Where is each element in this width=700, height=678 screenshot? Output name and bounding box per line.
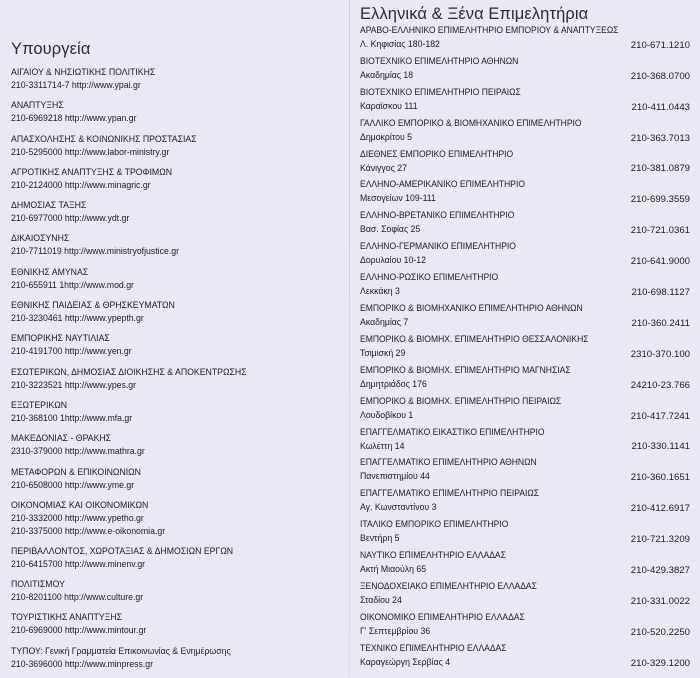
ministry-contact: 210-6969218 http://www.ypan.gr — [11, 112, 137, 124]
ministry-entry — [11, 331, 339, 364]
chamber-entry — [360, 302, 690, 333]
ministry-name: ΕΘΝΙΚΗΣ ΠΑΙΔΕΙΑΣ & ΘΡΗΣΚΕΥΜΑΤΩΝ — [11, 299, 175, 311]
ministry-contact-secondary: 210-3375000 http://www.e-oikonomia.gr — [11, 524, 166, 536]
chamber-entry — [360, 549, 690, 580]
chamber-phone: 210-671.1210 — [630, 39, 690, 51]
ministry-name: ΕΞΩΤΕΡΙΚΩΝ — [11, 398, 68, 410]
chambers-heading: Ελληνικά & Ξένα Επιμελητήρια — [360, 5, 589, 23]
chamber-entry — [360, 117, 690, 148]
chamber-entry — [360, 55, 690, 86]
chamber-address: Δορυλαίου 10-12 — [360, 254, 426, 266]
chamber-entry — [360, 86, 690, 117]
chamber-address: Δημητριάδος 176 — [360, 377, 427, 389]
chamber-name: ΕΠΑΓΓΕΛΜΑΤΙΚΟ ΕΙΚΑΣΤΙΚΟ ΕΠΙΜΕΛΗΤΗΡΙΟ — [360, 426, 545, 437]
ministry-entry — [11, 465, 339, 498]
chamber-address: Γ' Σεπτεμβρίου 36 — [360, 624, 431, 636]
chamber-name: ΑΡΑΒΟ-ΕΛΛΗΝΙΚΟ ΕΠΙΜΕΛΗΤΗΡΙΟ ΕΜΠΟΡΙΟΥ & ΑΝΑΠΤΥΞΕΩΣ — [360, 25, 619, 35]
chamber-address: Βεντήρη 5 — [360, 532, 400, 544]
chamber-entry — [360, 271, 690, 302]
ministry-name: ΑΙΓΑΙΟΥ & ΝΗΣΙΩΤΙΚΗΣ ΠΟΛΙΤΙΚΗΣ — [11, 66, 156, 77]
chamber-entry — [360, 178, 690, 209]
chamber-address: Κάνιγγος 27 — [360, 161, 407, 173]
ministry-contact: 210-8201100 http://www.culture.gr — [11, 591, 144, 603]
ministry-contact: 210-6508000 http://www.yme.gr — [11, 478, 135, 490]
ministry-name: ΔΗΜΟΣΙΑΣ ΤΑΞΗΣ — [11, 199, 87, 211]
ministry-contact: 210-3230461 http://www.ypepth.gr — [11, 312, 144, 324]
chamber-address: Δημοκρίτου 5 — [360, 130, 413, 142]
ministry-name: ΕΘΝΙΚΗΣ ΑΜΥΝΑΣ — [11, 265, 89, 277]
chambers-list — [360, 24, 690, 673]
chamber-name: ΙΤΑΛΙΚΟ ΕΜΠΟΡΙΚΟ ΕΠΙΜΕΛΗΤΗΡΙΟ — [360, 519, 509, 530]
chamber-address: Λεκκάκη 3 — [360, 285, 400, 297]
chamber-phone: 210-721.3209 — [630, 534, 690, 546]
chamber-name: ΔΙΕΘΝΕΣ ΕΜΠΟΡΙΚΟ ΕΠΙΜΕΛΗΤΗΡΙΟ — [360, 148, 514, 159]
ministry-name: ΑΓΡΟΤΙΚΗΣ ΑΝΑΠΤΥΞΗΣ & ΤΡΟΦΙΜΩΝ — [11, 165, 173, 177]
ministry-contact: 210-6969000 http://www.mintour.gr — [11, 624, 147, 636]
ministry-entry — [11, 65, 339, 98]
ministries-heading: Υπουργεία — [11, 40, 91, 58]
chamber-phone: 210-520.2250 — [630, 626, 690, 638]
chamber-name: ΕΜΠΟΡΙΚΟ & ΒΙΟΜΗΧ. ΕΠΙΜΕΛΗΤΗΡΙΟ ΜΑΓΝΗΣΙΑΣ — [360, 364, 571, 375]
chamber-entry — [360, 364, 690, 395]
chamber-name: ΒΙΟΤΕΧΝΙΚΟ ΕΠΙΜΕΛΗΤΗΡΙΟ ΑΘΗΝΩΝ — [360, 55, 519, 66]
chamber-phone: 210-641.9000 — [630, 256, 690, 268]
chamber-phone: 210-698.1127 — [631, 287, 690, 299]
ministry-name: ΕΜΠΟΡΙΚΗΣ ΝΑΥΤΙΛΙΑΣ — [11, 332, 110, 344]
chamber-address: Κωλέττη 14 — [360, 439, 405, 451]
ministry-name: ΠΟΛΙΤΙΣΜΟΥ — [11, 578, 65, 590]
ministry-entry — [11, 398, 339, 431]
chamber-address: Μεσογείων 109-111 — [360, 192, 436, 204]
chamber-phone: 210-330.1141 — [631, 441, 690, 453]
ministry-entry — [11, 577, 339, 610]
chamber-name: ΕΠΑΓΓΕΛΜΑΤΙΚΟ ΕΠΙΜΕΛΗΤΗΡΙΟ ΑΘΗΝΩΝ — [360, 457, 537, 468]
chamber-phone: 210-699.3559 — [630, 194, 690, 206]
chamber-entry — [360, 426, 690, 457]
chamber-name: ΕΠΑΓΓΕΛΜΑΤΙΚΟ ΕΠΙΜΕΛΗΤΗΡΙΟ ΠΕΙΡΑΙΩΣ — [360, 488, 540, 499]
ministry-contact: 210-6415700 http://www.minenv.gr — [11, 557, 146, 569]
ministry-name: ΕΣΩΤΕΡΙΚΩΝ, ΔΗΜΟΣΙΑΣ ΔΙΟΙΚΗΣΗΣ & ΑΠΟΚΕΝΤΡΩΣΗΣ — [11, 365, 247, 377]
ministry-entry — [11, 544, 339, 577]
chamber-phone: 2310-370.100 — [630, 348, 690, 360]
ministry-name: ΑΝΑΠΤΥΞΗΣ — [11, 99, 64, 111]
chamber-phone: 210-412.6917 — [630, 503, 690, 515]
ministries-list — [11, 65, 339, 677]
chamber-phone: 210-329.1200 — [630, 657, 690, 669]
chamber-phone: 24210-23.766 — [630, 379, 690, 391]
chamber-entry — [360, 240, 690, 271]
ministry-entry — [11, 98, 339, 131]
chamber-entry — [360, 456, 690, 487]
chamber-address: Καραϊσκου 111 — [360, 99, 418, 111]
chamber-entry — [360, 24, 690, 55]
ministry-name: ΠΕΡΙΒΑΛΛΟΝΤΟΣ, ΧΩΡΟΤΑΞΙΑΣ & ΔΗΜΟΣΙΩΝ ΕΡΓΩΝ — [11, 544, 234, 556]
chamber-name: ΓΑΛΛΙΚΟ ΕΜΠΟΡΙΚΟ & ΒΙΟΜΗΧΑΝΙΚΟ ΕΠΙΜΕΛΗΤΗΡΙΟ — [360, 117, 582, 128]
chamber-address: Τσιμισκή 29 — [360, 346, 406, 358]
chamber-name: ΕΛΛΗΝΟ-ΡΩΣΙΚΟ ΕΠΙΜΕΛΗΤΗΡΙΟ — [360, 272, 499, 283]
chamber-name: ΕΛΛΗΝΟ-ΓΕΡΜΑΝΙΚΟ ΕΠΙΜΕΛΗΤΗΡΙΟ — [360, 241, 516, 252]
chamber-address: Ακτή Μιαούλη 65 — [360, 563, 427, 575]
ministry-contact: 210-3311714-7 http://www.ypai.gr — [11, 79, 141, 90]
ministry-contact: 210-3696000 http://www.minpress.gr — [11, 657, 153, 669]
ministry-entry — [11, 298, 339, 331]
ministry-entry — [11, 498, 339, 544]
ministry-name: ΤΥΠΟΥ: Γενική Γραμματεία Επικοινωνίας & Ενημέρωσης — [11, 644, 231, 656]
chamber-phone: 210-363.7013 — [630, 132, 690, 144]
chamber-phone: 210-429.3827 — [630, 565, 690, 577]
chamber-address: Ακαδημίας 18 — [360, 68, 414, 80]
ministry-contact: 210-3223521 http://www.ypes.gr — [11, 378, 137, 390]
column-divider — [349, 0, 350, 678]
chamber-address: Αγ. Κωνσταντίνου 3 — [360, 501, 437, 513]
chamber-phone: 210-381.0879 — [630, 163, 690, 175]
ministry-entry — [11, 165, 339, 198]
chamber-name: ΒΙΟΤΕΧΝΙΚΟ ΕΠΙΜΕΛΗΤΗΡΙΟ ΠΕΙΡΑΙΩΣ — [360, 86, 521, 97]
ministry-entry — [11, 198, 339, 231]
chamber-entry — [360, 642, 690, 673]
chamber-address: Σταδίου 24 — [360, 594, 402, 606]
ministry-contact: 210-6977000 http://www.ydt.gr — [11, 212, 130, 224]
ministry-entry — [11, 132, 339, 165]
chamber-entry — [360, 395, 690, 426]
ministry-contact: 210-4191700 http://www.yen.gr — [11, 345, 132, 357]
chamber-phone: 210-721.0361 — [630, 225, 690, 237]
chamber-name: ΕΛΛΗΝΟ-ΒΡΕΤΑΝΙΚΟ ΕΠΙΜΕΛΗΤΗΡΙΟ — [360, 210, 515, 221]
chamber-phone: 210-331.0022 — [630, 595, 690, 607]
chamber-entry — [360, 148, 690, 179]
chamber-name: ΕΜΠΟΡΙΚΟ & ΒΙΟΜΗΧΑΝΙΚΟ ΕΠΙΜΕΛΗΤΗΡΙΟ ΑΘΗΝΩΝ — [360, 303, 583, 314]
chamber-entry — [360, 611, 690, 642]
ministry-entry — [11, 231, 339, 264]
chamber-phone: 210-360.2411 — [631, 317, 690, 329]
ministry-entry — [11, 265, 339, 298]
chamber-entry — [360, 333, 690, 364]
chamber-address: Ακαδημίας 7 — [360, 316, 409, 328]
chamber-name: ΕΜΠΟΡΙΚΟ & ΒΙΟΜΗΧ. ΕΠΙΜΕΛΗΤΗΡΙΟ ΘΕΣΣΑΛΟΝΙΚΗΣ — [360, 333, 589, 344]
chamber-address: Καραγεώργη Σερβίας 4 — [360, 655, 451, 667]
chamber-entry — [360, 518, 690, 549]
chamber-name: ΞΕΝΟΔΟΧΕΙΑΚΟ ΕΠΙΜΕΛΗΤΗΡΙΟ ΕΛΛΑΔΑΣ — [360, 581, 537, 592]
chamber-entry — [360, 209, 690, 240]
chamber-name: ΝΑΥΤΙΚΟ ΕΠΙΜΕΛΗΤΗΡΙΟ ΕΛΛΑΔΑΣ — [360, 550, 506, 561]
chamber-phone: 210-360.1651 — [630, 472, 690, 484]
ministry-entry — [11, 431, 339, 464]
ministry-entry — [11, 644, 339, 677]
chamber-address: Βασ. Σοφίας 25 — [360, 223, 421, 235]
ministry-name: ΟΙΚΟΝΟΜΙΑΣ ΚΑΙ ΟΙΚΟΝΟΜΙΚΩΝ — [11, 498, 149, 510]
ministry-contact: 210-7711019 http://www.ministryofjustice.gr — [11, 245, 180, 257]
ministry-contact: 2310-379000 http://www.mathra.gr — [11, 445, 145, 457]
ministry-name: ΤΟΥΡΙΣΤΙΚΗΣ ΑΝΑΠΤΥΞΗΣ — [11, 611, 123, 623]
chamber-entry — [360, 580, 690, 611]
ministry-name: ΔΙΚΑΙΟΣΥΝΗΣ — [11, 232, 70, 244]
ministry-name: ΜΕΤΑΦΟΡΩΝ & ΕΠΙΚΟΙΝΩΝΙΩΝ — [11, 465, 141, 477]
ministry-entry — [11, 365, 339, 398]
chamber-name: ΕΛΛΗΝΟ-ΑΜΕΡΙΚΑΝΙΚΟ ΕΠΙΜΕΛΗΤΗΡΙΟ — [360, 179, 525, 190]
ministry-contact: 210-3332000 http://www.ypetho.gr — [11, 511, 144, 523]
chamber-phone: 210-417.7241 — [630, 410, 690, 422]
ministry-contact: 210-655911 1http://www.mod.gr — [11, 278, 134, 290]
chamber-phone: 210-368.0700 — [630, 70, 690, 82]
chamber-address: Πανεπιστημίου 44 — [360, 470, 430, 482]
chamber-name: ΕΜΠΟΡΙΚΟ & ΒΙΟΜΗΧ. ΕΠΙΜΕΛΗΤΗΡΙΟ ΠΕΙΡΑΙΩΣ — [360, 395, 562, 406]
ministry-contact: 210-5295000 http://www.labor-ministry.gr — [11, 145, 170, 157]
chamber-name: ΤΕΧΝΙΚΟ ΕΠΙΜΕΛΗΤΗΡΙΟ ΕΛΛΑΔΑΣ — [360, 642, 507, 653]
ministry-entry — [11, 610, 339, 643]
ministry-contact: 210-2124000 http://www.minagric.gr — [11, 178, 151, 190]
ministry-contact: 210-368100 1http://www.mfa.gr — [11, 411, 133, 423]
chamber-address: Λ. Κηφισίας 180-182 — [360, 38, 440, 49]
chamber-phone: 210-411.0443 — [631, 101, 690, 113]
chamber-address: Λουδοβίκου 1 — [360, 408, 414, 420]
chamber-entry — [360, 487, 690, 518]
ministry-name: ΑΠΑΣΧΟΛΗΣΗΣ & ΚΟΙΝΩΝΙΚΗΣ ΠΡΟΣΤΑΣΙΑΣ — [11, 132, 197, 144]
chamber-name: ΟΙΚΟΝΟΜΙΚΟ ΕΠΙΜΕΛΗΤΗΡΙΟ ΕΛΛΑΔΑΣ — [360, 611, 525, 622]
ministry-name: ΜΑΚΕΔΟΝΙΑΣ - ΘΡΑΚΗΣ — [11, 432, 112, 444]
